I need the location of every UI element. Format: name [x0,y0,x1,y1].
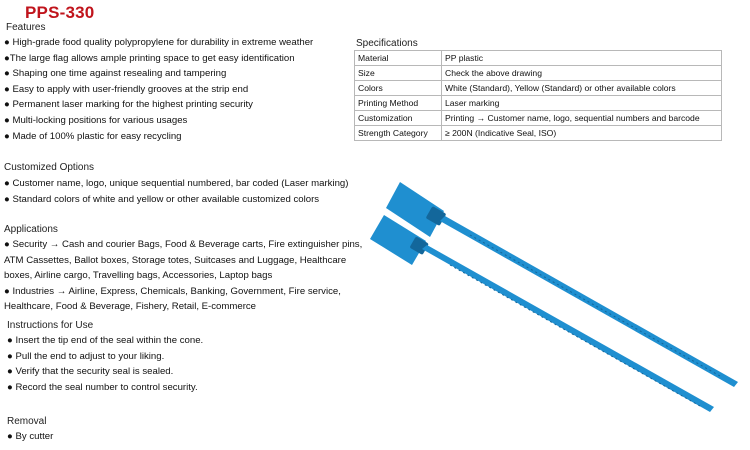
specifications-heading: Specifications [356,38,418,49]
instructions-list [7,333,203,395]
instruction-item: ● Insert the tip end of the seal within the cone. [7,335,204,346]
seal-product-image [370,175,740,415]
spec-key: Customization [355,111,442,126]
feature-item: ● Easy to apply with user-friendly grooves at the strip end [4,83,249,95]
features-list [4,35,313,144]
applications-line: boxes, Airline cargo, Travelling bags, Accessories, Laptop bags [4,270,273,282]
removal-heading: Removal [7,416,47,427]
table-row [355,111,722,126]
feature-item: ●The large flag allows ample printing space to get easy identification [4,52,295,64]
removal-item: ● By cutter [7,431,54,442]
spec-key: Size [355,66,442,81]
applications-text [4,237,362,315]
customized-item: ● Standard colors of white and yellow or other available customized colors [4,193,320,205]
spec-key: Material [355,51,442,66]
spec-key: Strength Category [355,126,442,141]
applications-line: ● Industries → Airline, Express, Chemicals, Banking, Government, Fire service, [4,285,341,297]
spec-key: Printing Method [355,96,442,111]
applications-line: ● Security → Cash and courier Bags, Food & Beverage carts, Fire extinguisher pins, [4,239,363,250]
instruction-item: ● Verify that the security seal is sealed. [7,366,174,378]
product-title: PPS-330 [25,3,95,22]
table-row [355,126,722,141]
customized-item: ● Customer name, logo, unique sequential numbered, bar coded (Laser marking) [4,178,349,189]
table-row [355,81,722,96]
spec-value: ≥ 200N (Indicative Seal, ISO) [442,126,722,141]
applications-line: ATM Cassettes, Ballot boxes, Storage totes, Suitcases and Luggage, Healthcare [4,254,347,266]
removal-list [7,429,53,445]
table-row [355,66,722,81]
specifications-table [354,50,722,141]
seal-strap [422,245,714,412]
spec-value: White (Standard), Yellow (Standard) or other available colors [442,81,722,96]
feature-item: ● Permanent laser marking for the highest printing security [4,99,253,111]
instructions-heading: Instructions for Use [7,320,94,331]
feature-item: ● Multi-locking positions for various usages [4,114,188,126]
seal-upper [386,182,738,387]
applications-heading: Applications [4,224,58,235]
feature-item: ● Shaping one time against resealing and tampering [4,68,227,80]
spec-value: Printing → Customer name, logo, sequential numbers and barcode [442,111,722,126]
customized-list [4,176,348,207]
customized-heading: Customized Options [4,162,95,173]
spec-value: Laser marking [442,96,722,111]
table-row [355,51,722,66]
instruction-item: ● Pull the end to adjust to your liking. [7,350,165,362]
feature-item: ● High-grade food quality polypropylene for durability in extreme weather [4,37,314,48]
spec-value: Check the above drawing [442,66,722,81]
applications-line: Healthcare, Food & Beverage, Fishery, Retail, E-commerce [4,301,257,313]
table-row [355,96,722,111]
spec-key: Colors [355,81,442,96]
instruction-item: ● Record the seal number to control security. [7,381,198,393]
feature-item: ● Made of 100% plastic for easy recycling [4,130,182,142]
features-heading: Features [6,22,46,33]
spec-value: PP plastic [442,51,722,66]
seal-lower [370,215,714,412]
